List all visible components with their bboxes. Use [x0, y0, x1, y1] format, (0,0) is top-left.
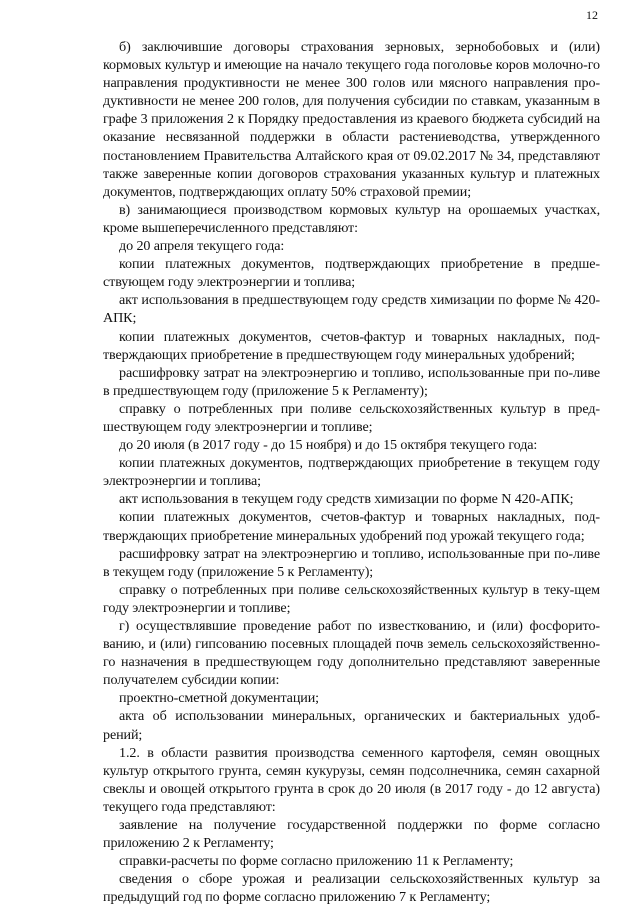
paragraph: проектно-сметной документации; — [119, 690, 319, 707]
paragraph: справку о потребленных при поливе сельскохозяйственных культур в теку-щем году электроэнергии и топливе; — [103, 581, 600, 616]
paragraph: сведения о сборе урожая и реализации сельскохозяйственных культур за предыдущий год по форме согласно приложению 7 к Регламенту; — [103, 871, 600, 906]
paragraph: копии платежных документов, счетов-фактур и товарных накладных, под-тверждающих приобретение минеральных удобрений под урожай текущего года; — [103, 509, 600, 544]
paragraph: б) заключившие договоры страхования зерновых, зернобобовых и (или) кормовых культур и имеющие на начало текущего года поголовье коров молочно-го направления продуктивности не менее 300 голов или мясного направления про-дуктивности не менее 200 голов, для получения субсидии по ставкам, указанным в графе 3 приложения 2 к Порядку предоставления из краевого бюджета субсидий на оказание несвязанной поддержки в области растениеводства, утвержденного постановлением Правительства Алтайского края от 09.02.2017 № 34, представляют также заверенные копии договоров страхования указанных культур и платежных документов, подтверждающих оплату 50% страховой премии; — [103, 39, 600, 200]
paragraph: 1.2. в области развития производства семенного картофеля, семян овощных культур открытого грунта, семян кукурузы, семян подсолнечника, семян сахарной свеклы и овощей открытого грунта в срок до 20 июля (в 2017 году - до 12 августа) текущего года представляют: — [103, 744, 600, 815]
paragraph: справку о потребленных при поливе сельскохозяйственных культур в пред-шествующем году электроэнергии и топливе; — [103, 400, 600, 435]
paragraph: г) осуществлявшие проведение работ по известкованию, и (или) фосфорито-ванию, и (или) гипсованию посевных площадей почв земель сельскохозяйственно-го назначения в предшествующем году дополнительно представляют заверенные получателем субсидии копии: — [103, 618, 600, 689]
paragraph: копии платежных документов, подтверждающих приобретение в предше-ствующем году электроэнергии и топлива; — [103, 256, 600, 291]
paragraph: до 20 июля (в 2017 году - до 15 ноября) и до 15 октября текущего года: — [119, 437, 538, 454]
page-number: 12 — [586, 8, 598, 22]
paragraph: расшифровку затрат на электроэнергию и топливо, использованные при по-ливе в предшествующем году (приложение 5 к Регламенту); — [103, 364, 600, 399]
paragraph: до 20 апреля текущего года: — [119, 238, 285, 255]
paragraph: справки-расчеты по форме согласно приложению 11 к Регламенту; — [119, 853, 514, 870]
paragraph: в) занимающиеся производством кормовых культур на орошаемых участках, кроме вышеперечисленного представляют: — [103, 201, 600, 236]
paragraph: копии платежных документов, счетов-фактур и товарных накладных, под-тверждающих приобретение в предшествующем году минеральных удобрений; — [103, 328, 600, 363]
paragraph: акт использования в предшествующем году средств химизации по форме № 420-АПК; — [103, 292, 600, 327]
paragraph: акта об использовании минеральных, органических и бактериальных удоб-рений; — [103, 708, 600, 743]
paragraph: копии платежных документов, подтверждающих приобретение в текущем году электроэнергии и топлива; — [103, 455, 600, 490]
paragraph: расшифровку затрат на электроэнергию и топливо, использованные при по-ливе в текущем году (приложение 5 к Регламенту); — [103, 545, 600, 580]
paragraph: заявление на получение государственной поддержки по форме согласно приложению 2 к Регламенту; — [103, 817, 600, 852]
paragraph: акт использования в текущем году средств химизации по форме N 420-АПК; — [119, 491, 574, 508]
document-body — [103, 38, 600, 907]
